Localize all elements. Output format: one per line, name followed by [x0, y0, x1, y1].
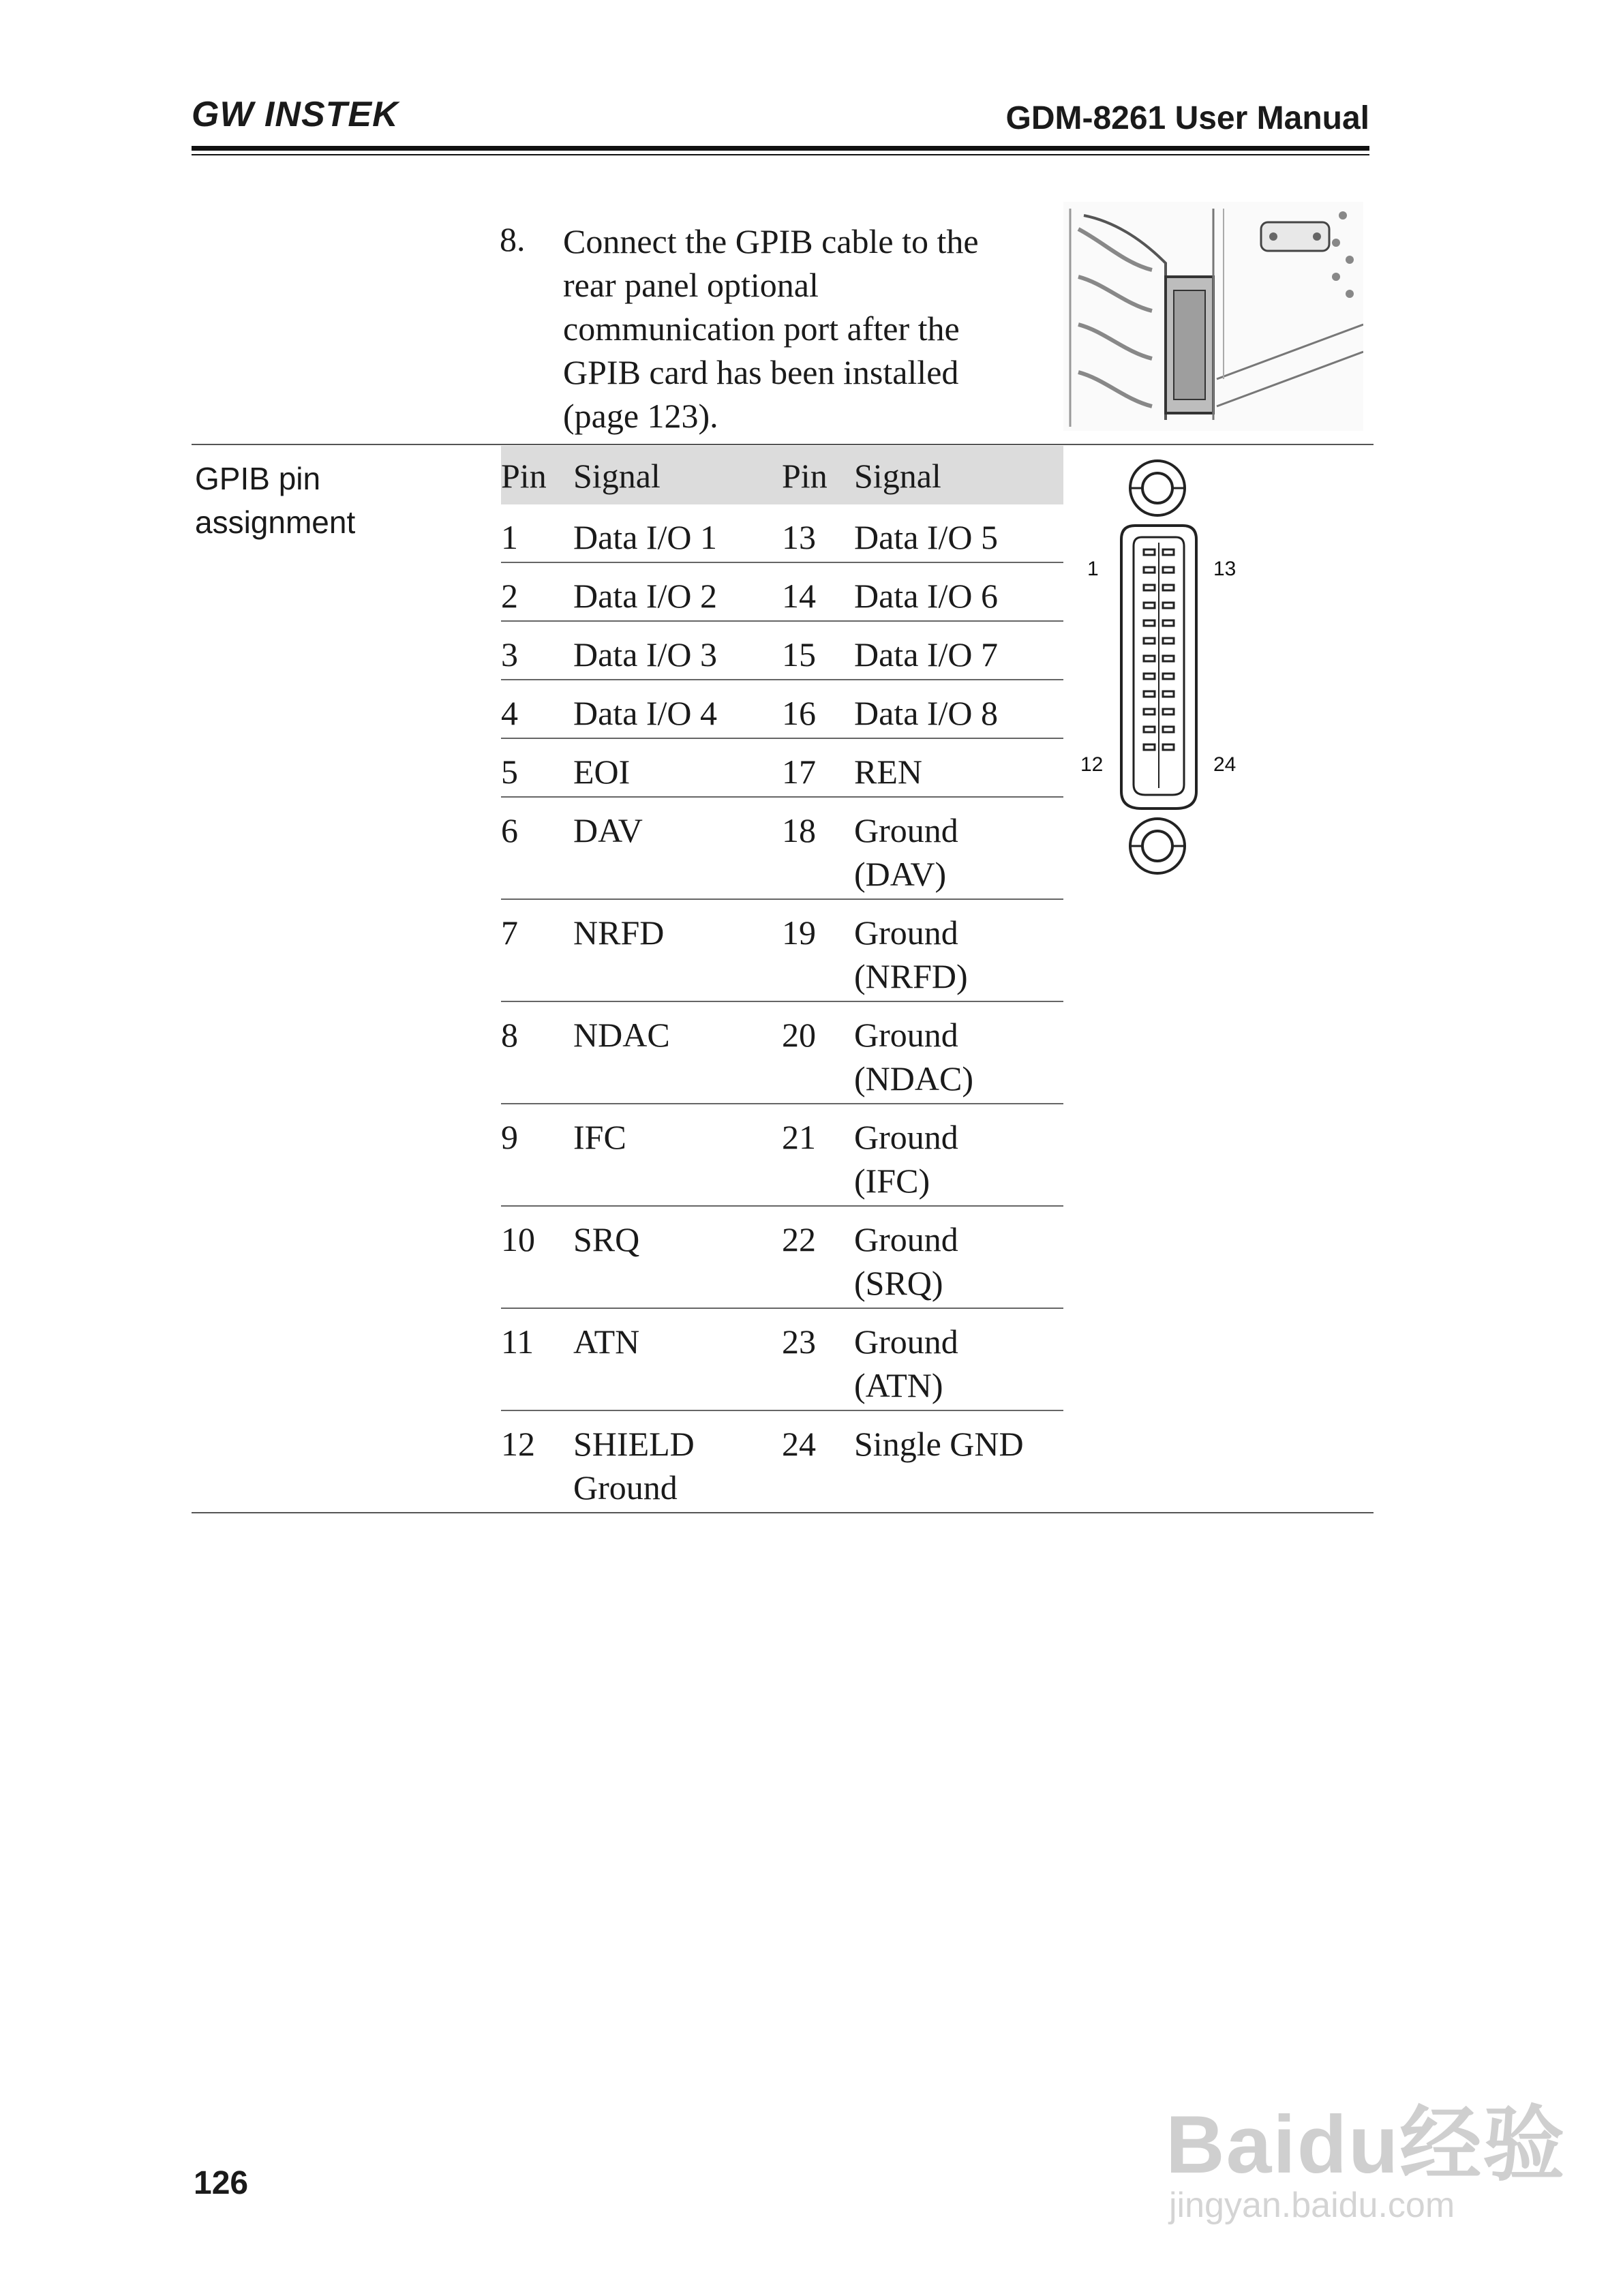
- signal-line: SRQ: [573, 1220, 640, 1258]
- signal-name: [854, 899, 1063, 1001]
- section-divider: [192, 444, 1374, 445]
- step-line: communication port after the: [563, 309, 960, 348]
- gpib-pin-table: [501, 446, 1063, 1512]
- signal-line: Ground: [854, 811, 958, 849]
- signal-line: REN: [854, 753, 922, 791]
- signal-line: Ground: [854, 1016, 958, 1054]
- page-number: 126: [194, 2165, 249, 2201]
- signal-line: Ground: [854, 1220, 958, 1258]
- signal-name: [854, 562, 1063, 621]
- signal-line: (ATN): [854, 1366, 943, 1404]
- table-header-row: [501, 446, 1063, 504]
- table-row: [501, 1206, 1063, 1308]
- section-bottom-divider: [192, 1512, 1374, 1513]
- pin-label-12: 12: [1080, 753, 1104, 776]
- table-row: [501, 797, 1063, 899]
- signal-name: [573, 680, 782, 738]
- table-row: [501, 1104, 1063, 1206]
- step-line: Connect the GPIB cable to the: [563, 222, 979, 260]
- signal-name: [854, 797, 1063, 899]
- pin-label-24: 24: [1213, 753, 1237, 776]
- signal-line: Single GND: [854, 1425, 1024, 1463]
- signal-name: [854, 738, 1063, 797]
- signal-name: [854, 680, 1063, 738]
- signal-line: (NRFD): [854, 957, 968, 995]
- signal-line: (IFC): [854, 1162, 930, 1200]
- pin-number: 10: [501, 1220, 535, 1258]
- pin-number: 14: [782, 577, 816, 615]
- signal-name: [573, 738, 782, 797]
- signal-name: [573, 621, 782, 680]
- signal-name: [573, 1104, 782, 1206]
- signal-name: [573, 1001, 782, 1104]
- signal-line: Data I/O 7: [854, 635, 999, 674]
- pin-number: 24: [782, 1425, 816, 1463]
- signal-line: (DAV): [854, 855, 947, 893]
- signal-line: Ground: [854, 913, 958, 952]
- pin-number: 13: [782, 518, 816, 556]
- signal-line: DAV: [573, 811, 643, 849]
- watermark-brand: Baidu经验: [1166, 2099, 1566, 2190]
- step-line: GPIB card has been installed: [563, 353, 959, 391]
- pin-number: 17: [782, 753, 816, 791]
- signal-line: (SRQ): [854, 1264, 943, 1302]
- signal-line: Data I/O 4: [573, 694, 718, 732]
- signal-name: [573, 504, 782, 562]
- step-instruction: [563, 220, 1054, 438]
- pin-label-1: 1: [1087, 558, 1099, 580]
- signal-line: Data I/O 6: [854, 577, 999, 615]
- signal-line: ATN: [573, 1323, 640, 1361]
- signal-line: Ground: [854, 1323, 958, 1361]
- pin-number: 9: [501, 1118, 518, 1156]
- step-number: 8.: [500, 220, 526, 258]
- pin-number: 12: [501, 1425, 535, 1463]
- header-rule-thin: [192, 154, 1369, 155]
- watermark-url: jingyan.baidu.com: [1169, 2186, 1455, 2225]
- signal-name: [854, 1206, 1063, 1308]
- signal-line: (NDAC): [854, 1059, 973, 1098]
- signal-name: [854, 1308, 1063, 1410]
- signal-name: [573, 1410, 782, 1512]
- signal-name: [854, 504, 1063, 562]
- pin-number: 19: [782, 913, 816, 952]
- pin-number: 11: [501, 1323, 534, 1361]
- signal-name: [854, 621, 1063, 680]
- signal-line: Data I/O 1: [573, 518, 718, 556]
- signal-line: SHIELD: [573, 1425, 695, 1463]
- step-line: (page 123).: [563, 397, 718, 435]
- screw-bottom-icon: [1130, 819, 1185, 873]
- section-label: [195, 457, 468, 544]
- pin-number: 21: [782, 1118, 816, 1156]
- signal-line: NDAC: [573, 1016, 670, 1054]
- section-label-line: GPIB pin: [195, 461, 321, 496]
- column-header-pin: Pin: [782, 457, 828, 495]
- signal-name: [573, 1308, 782, 1410]
- signal-name: [854, 1104, 1063, 1206]
- pin-number: 15: [782, 635, 816, 674]
- pin-number: 5: [501, 753, 518, 791]
- column-header-pin: Pin: [501, 457, 547, 495]
- table-row: [501, 504, 1063, 562]
- signal-line: Ground: [854, 1118, 958, 1156]
- screw-top-icon: [1130, 461, 1185, 515]
- table-row: [501, 1308, 1063, 1410]
- pin-number: 16: [782, 694, 816, 732]
- signal-name: [573, 1206, 782, 1308]
- signal-name: [573, 797, 782, 899]
- rear-panel-illustration: [1063, 202, 1363, 431]
- gpib-connector-diagram: [1067, 454, 1353, 890]
- header-rule: [192, 146, 1369, 151]
- brand-logo: GW INSTEK: [192, 95, 399, 134]
- pin-number: 18: [782, 811, 816, 849]
- pin-number: 20: [782, 1016, 816, 1054]
- connector-body: [1121, 526, 1196, 809]
- pin-number: 2: [501, 577, 518, 615]
- table-row: [501, 680, 1063, 738]
- signal-line: Data I/O 2: [573, 577, 718, 615]
- table-row: [501, 621, 1063, 680]
- pin-number: 1: [501, 518, 518, 556]
- table-row: [501, 899, 1063, 1001]
- pin-number: 6: [501, 811, 518, 849]
- signal-line: Data I/O 8: [854, 694, 999, 732]
- table-row: [501, 1001, 1063, 1104]
- signal-name: [854, 1001, 1063, 1104]
- pin-number: 23: [782, 1323, 816, 1361]
- signal-line: NRFD: [573, 913, 665, 952]
- signal-line: IFC: [573, 1118, 626, 1156]
- pin-number: 3: [501, 635, 518, 674]
- signal-line: Data I/O 5: [854, 518, 999, 556]
- pin-number: 7: [501, 913, 518, 952]
- signal-line: Ground: [573, 1468, 678, 1507]
- table-row: [501, 562, 1063, 621]
- step-line: rear panel optional: [563, 266, 819, 304]
- signal-line: EOI: [573, 753, 631, 791]
- table-row: [501, 738, 1063, 797]
- pin-label-13: 13: [1213, 558, 1237, 580]
- signal-name: [573, 562, 782, 621]
- signal-line: Data I/O 3: [573, 635, 718, 674]
- column-header-signal: Signal: [854, 457, 941, 495]
- table-row: [501, 1410, 1063, 1512]
- column-header-signal: Signal: [573, 457, 661, 495]
- signal-name: [854, 1410, 1063, 1512]
- section-label-line: assignment: [195, 504, 356, 540]
- manual-title: GDM-8261 User Manual: [1005, 100, 1369, 136]
- pin-number: 4: [501, 694, 518, 732]
- signal-name: [573, 899, 782, 1001]
- pin-number: 8: [501, 1016, 518, 1054]
- pin-number: 22: [782, 1220, 816, 1258]
